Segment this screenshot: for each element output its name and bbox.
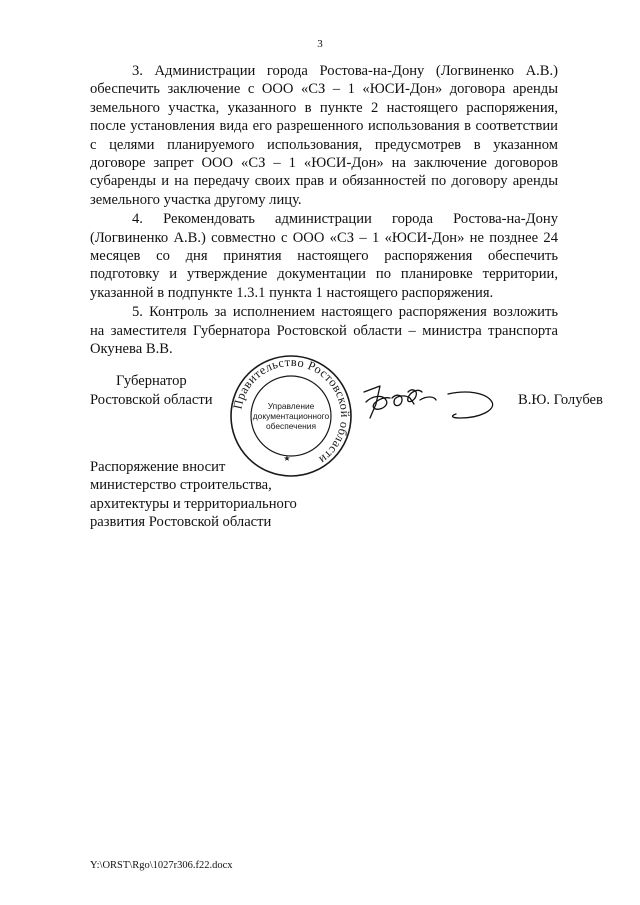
file-path: Y:\ORST\Rgo\1027r306.f22.docx (90, 860, 233, 871)
page-number: 3 (317, 38, 323, 50)
note-line-1: Распоряжение вносит (90, 459, 226, 475)
note-line-3: архитектуры и территориального (90, 495, 297, 512)
seal-inner-line2: документационного (252, 411, 330, 421)
note-line-2: министерство строительства, (90, 477, 272, 494)
paragraph-3: 3. Администрации города Ростова-на-Дону (Логвиненко А.В.) обеспечить заключение с ООО «СЗ – 1 «ЮСИ-Дон» договора аренды земельного участка, указанного в пункте 2 настоящего распоряжения, после установления вида его разрешенного использования в соответствии с целями планируемого использования, предусмотрев в указанном договоре запрет ООО «СЗ – 1 «ЮСИ-Дон» на заключение договоров субаренды и на передачу своих прав и обязанностей по договору аренды земельного участка другому лицу. (90, 63, 558, 208)
seal-inner-line1: Управление (267, 401, 315, 411)
document-body (90, 62, 558, 359)
signatory-title: Губернатор (116, 373, 187, 389)
signatory-position (90, 372, 220, 410)
seal-inner-line3: обеспечения (266, 421, 316, 431)
seal-star-icon: ★ (283, 454, 291, 463)
submitter-note (90, 458, 330, 532)
handwritten-signature (356, 378, 496, 428)
paragraph-4: 4. Рекомендовать администрации города Ростова-на-Дону (Логвиненко А.В.) совместно с ООО «СЗ – 1 «ЮСИ-Дон» не позднее 24 месяцев со дня принятия настоящего распоряжения обеспечить подготовку и утверждение документации по планировке территории, указанной в подпункте 1.3.1 пункта 1 настоящего распоряжения. (90, 211, 558, 301)
seal-outer-text: Правительство Ростовской области (230, 354, 353, 468)
signatory-name: В.Ю. Голубев (518, 392, 603, 408)
note-line-4: развития Ростовской области (90, 514, 272, 531)
signatory-region: Ростовской области (90, 392, 213, 408)
paragraph-5: 5. Контроль за исполнением настоящего распоряжения возложить на заместителя Губернатора Ростовской области – министра транспорта Окунева В.В. (90, 304, 558, 358)
